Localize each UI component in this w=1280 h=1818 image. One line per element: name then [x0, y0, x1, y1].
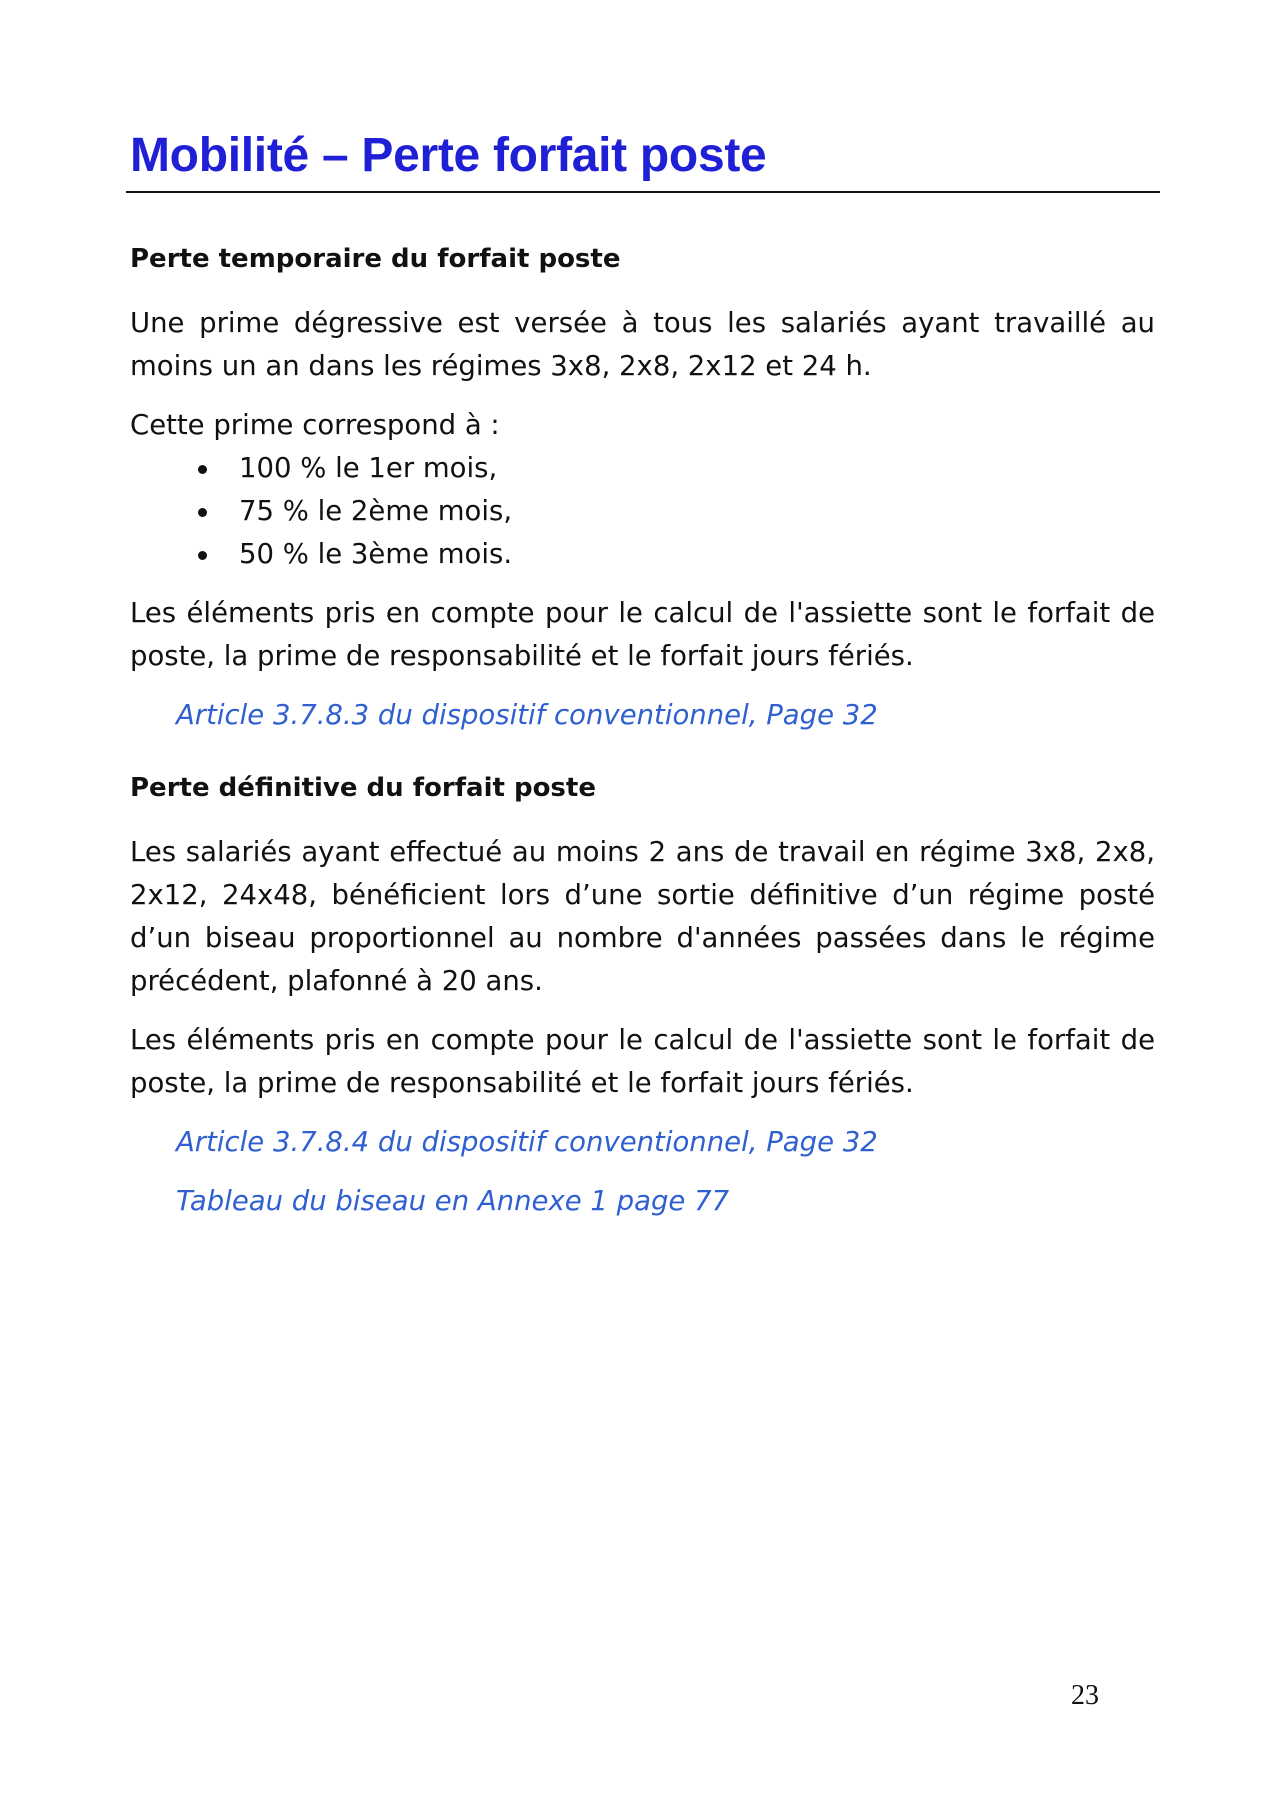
body-paragraph: Les salariés ayant effectué au moins 2 ans de travail en régime 3x8, 2x8, 2x12, 24x48, bénéficient lors d’une sortie définitive d’un régime posté d’un biseau proportionnel au nombre d'années passées dans le régime précédent, plafonné à 20 ans.	[130, 836, 1155, 997]
bullet-list	[130, 447, 1155, 576]
list-item-text: 50 % le 3ème mois.	[239, 538, 513, 570]
bullet-icon	[198, 508, 207, 517]
section-temporary-loss	[130, 238, 1155, 737]
body-paragraph: Cette prime correspond à :	[130, 409, 500, 441]
reference-link-article-3-7-8-4[interactable]: Article 3.7.8.4 du dispositif conventionnel, Page 32	[176, 1126, 878, 1158]
bullet-icon	[198, 465, 207, 474]
list-item	[130, 447, 1155, 490]
section-heading: Perte temporaire du forfait poste	[130, 244, 621, 274]
page-content	[130, 238, 1155, 1239]
list-item-text: 100 % le 1er mois,	[239, 452, 498, 484]
page-title: Mobilité – Perte forfait poste	[130, 129, 767, 182]
body-paragraph: Les éléments pris en compte pour le calcul de l'assiette sont le forfait de poste, la prime de responsabilité et le forfait jours fériés.	[130, 1024, 1155, 1099]
body-paragraph: Les éléments pris en compte pour le calcul de l'assiette sont le forfait de poste, la prime de responsabilité et le forfait jours fériés.	[130, 597, 1155, 672]
section-heading: Perte définitive du forfait poste	[130, 773, 596, 803]
list-item	[130, 490, 1155, 533]
bullet-icon	[198, 551, 207, 560]
reference-link-article-3-7-8-3[interactable]: Article 3.7.8.3 du dispositif conventionnel, Page 32	[176, 699, 878, 731]
list-item-text: 75 % le 2ème mois,	[239, 495, 513, 527]
title-divider	[126, 191, 1160, 193]
section-permanent-loss	[130, 767, 1155, 1223]
reference-link-annex-1[interactable]: Tableau du biseau en Annexe 1 page 77	[176, 1185, 730, 1217]
list-item	[130, 533, 1155, 576]
page-number: 23	[1071, 1680, 1099, 1711]
body-paragraph: Une prime dégressive est versée à tous les salariés ayant travaillé au moins un an dans les régimes 3x8, 2x8, 2x12 et 24 h.	[130, 307, 1155, 382]
